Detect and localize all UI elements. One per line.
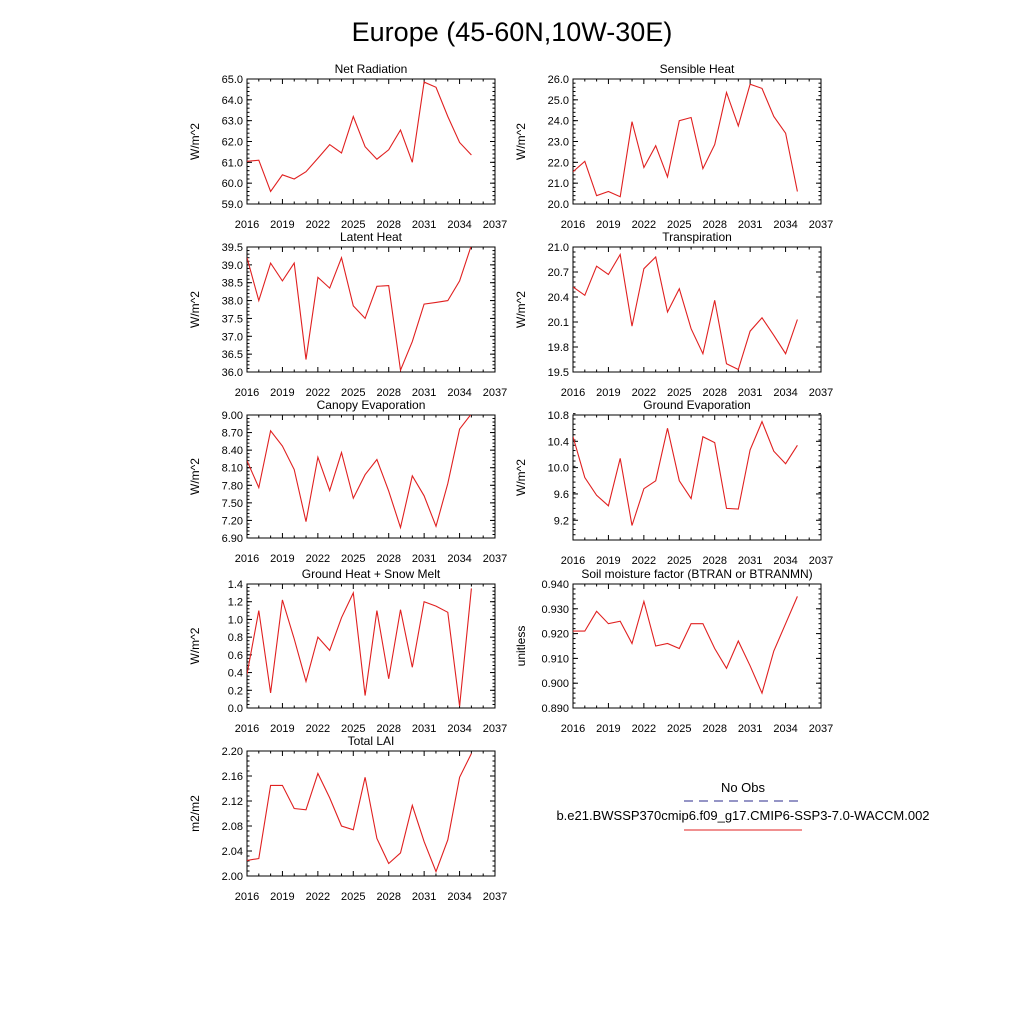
transpiration-title: Transpiration <box>662 230 732 244</box>
transpiration-x-tick-label: 2034 <box>773 387 798 399</box>
ground-evaporation-y-axis-label: W/m^2 <box>514 459 528 496</box>
canopy-evaporation-x-tick-label: 2037 <box>482 553 508 565</box>
ground-heat-snow-melt-x-tick-label: 2025 <box>341 723 366 735</box>
net-radiation-y-tick-label: 63.0 <box>221 115 243 128</box>
ground-evaporation-x-tick-label: 2031 <box>737 555 763 567</box>
latent-heat-y-tick-label: 39.5 <box>221 242 243 254</box>
net-radiation-y-tick-label: 61.0 <box>221 157 243 170</box>
latent-heat-x-tick-label: 2028 <box>376 387 401 399</box>
total-lai-x-tick-label: 2016 <box>234 891 260 903</box>
canopy-evaporation-x-tick-label: 2016 <box>234 553 260 565</box>
total-lai-y-tick-label: 2.16 <box>221 771 243 783</box>
net-radiation-x-tick-label: 2031 <box>411 219 437 231</box>
latent-heat-y-tick-label: 37.0 <box>221 331 243 344</box>
latent-heat-y-tick-label: 38.0 <box>221 295 243 308</box>
sensible-heat-x-tick-label: 2016 <box>560 219 586 231</box>
canopy-evaporation-x-tick-label: 2028 <box>376 553 401 565</box>
net-radiation-y-tick-label: 62.0 <box>221 136 243 149</box>
canopy-evaporation-y-tick-label: 9.00 <box>221 410 243 422</box>
soil-moisture-factor-btran-or-btranmn-y-tick-label: 0.900 <box>541 678 569 691</box>
sensible-heat-y-tick-label: 24.0 <box>547 115 569 128</box>
soil-moisture-factor-btran-or-btranmn-x-tick-label: 2019 <box>596 723 621 735</box>
soil-moisture-factor-btran-or-btranmn-y-tick-label: 0.930 <box>541 603 569 616</box>
latent-heat-y-tick-label: 36.0 <box>221 367 243 379</box>
ground-evaporation-x-tick-label: 2016 <box>560 555 586 567</box>
latent-heat-y-axis-label: W/m^2 <box>188 291 202 328</box>
canopy-evaporation-y-tick-label: 7.20 <box>221 515 243 528</box>
canopy-evaporation-x-tick-label: 2022 <box>305 553 331 565</box>
transpiration-x-tick-label: 2031 <box>737 387 763 399</box>
total-lai-y-tick-label: 2.12 <box>221 796 243 808</box>
net-radiation-x-tick-label: 2028 <box>376 219 401 231</box>
ground-heat-snow-melt-x-tick-label: 2019 <box>270 723 295 735</box>
canopy-evaporation-x-tick-label: 2034 <box>447 553 472 565</box>
latent-heat-y-tick-label: 39.0 <box>221 259 243 272</box>
sensible-heat-y-tick-label: 20.0 <box>547 199 569 211</box>
soil-moisture-factor-btran-or-btranmn-y-tick-label: 0.920 <box>541 628 569 641</box>
ground-evaporation-y-tick-label: 10.0 <box>547 462 569 475</box>
latent-heat-x-tick-label: 2022 <box>305 387 331 399</box>
ground-heat-snow-melt-y-tick-label: 1.0 <box>227 614 243 627</box>
soil-moisture-factor-btran-or-btranmn-y-tick-label: 0.910 <box>541 653 569 666</box>
net-radiation-y-tick-label: 64.0 <box>221 94 243 107</box>
ground-evaporation-x-tick-label: 2019 <box>596 555 621 567</box>
sensible-heat-x-tick-label: 2019 <box>596 219 621 231</box>
sensible-heat-y-axis-label: W/m^2 <box>514 123 528 160</box>
canopy-evaporation-y-tick-label: 6.90 <box>221 533 243 545</box>
soil-moisture-factor-btran-or-btranmn-x-tick-label: 2037 <box>808 723 834 735</box>
ground-evaporation-y-tick-label: 9.6 <box>553 488 569 501</box>
soil-moisture-factor-btran-or-btranmn-x-tick-label: 2031 <box>737 723 763 735</box>
transpiration-x-tick-label: 2037 <box>808 387 834 399</box>
transpiration-x-tick-label: 2028 <box>702 387 727 399</box>
soil-moisture-factor-btran-or-btranmn-y-tick-label: 0.890 <box>541 703 569 715</box>
latent-heat-y-tick-label: 38.5 <box>221 277 243 290</box>
ground-evaporation-x-tick-label: 2037 <box>808 555 834 567</box>
soil-moisture-factor-btran-or-btranmn-x-tick-label: 2025 <box>667 723 692 735</box>
transpiration-x-tick-label: 2016 <box>560 387 586 399</box>
ground-evaporation-x-tick-label: 2025 <box>667 555 692 567</box>
net-radiation-x-tick-label: 2019 <box>270 219 295 231</box>
total-lai-y-tick-label: 2.20 <box>221 746 243 758</box>
sensible-heat-y-tick-label: 23.0 <box>547 136 569 149</box>
sensible-heat-y-tick-label: 21.0 <box>547 178 569 191</box>
total-lai-y-tick-label: 2.08 <box>221 821 243 833</box>
ground-evaporation-y-tick-label: 10.8 <box>547 410 569 422</box>
canopy-evaporation-y-tick-label: 8.40 <box>221 445 243 458</box>
net-radiation-title: Net Radiation <box>334 62 408 76</box>
figure-title: Europe (45-60N,10W-30E) <box>351 17 673 47</box>
total-lai-x-tick-label: 2019 <box>270 891 295 903</box>
sensible-heat-x-tick-label: 2034 <box>773 219 798 231</box>
ground-heat-snow-melt-title: Ground Heat + Snow Melt <box>301 567 441 581</box>
sensible-heat-y-tick-label: 25.0 <box>547 94 569 107</box>
net-radiation-y-tick-label: 59.0 <box>221 199 243 211</box>
transpiration-y-tick-label: 21.0 <box>547 242 569 254</box>
canopy-evaporation-title: Canopy Evaporation <box>316 398 426 412</box>
ground-evaporation-x-tick-label: 2034 <box>773 555 798 567</box>
total-lai-x-tick-label: 2031 <box>411 891 437 903</box>
net-radiation-x-tick-label: 2022 <box>305 219 331 231</box>
net-radiation-x-tick-label: 2034 <box>447 219 472 231</box>
ground-evaporation-x-tick-label: 2022 <box>631 555 657 567</box>
ground-heat-snow-melt-x-tick-label: 2037 <box>482 723 508 735</box>
soil-moisture-factor-btran-or-btranmn-x-tick-label: 2034 <box>773 723 798 735</box>
ground-heat-snow-melt-y-tick-label: 1.4 <box>227 579 243 591</box>
transpiration-y-tick-label: 19.8 <box>547 342 569 354</box>
transpiration-x-tick-label: 2019 <box>596 387 621 399</box>
net-radiation-y-tick-label: 60.0 <box>221 178 243 191</box>
ground-heat-snow-melt-y-axis-label: W/m^2 <box>188 627 202 665</box>
ground-heat-snow-melt-y-tick-label: 0.2 <box>227 685 243 698</box>
canopy-evaporation-y-tick-label: 8.70 <box>221 427 243 440</box>
latent-heat-title: Latent Heat <box>339 230 403 244</box>
transpiration-y-tick-label: 20.1 <box>547 317 569 329</box>
soil-moisture-factor-btran-or-btranmn-x-tick-label: 2016 <box>560 723 586 735</box>
transpiration-x-tick-label: 2025 <box>667 387 692 399</box>
latent-heat-x-tick-label: 2034 <box>447 387 472 399</box>
ground-evaporation-y-tick-label: 10.4 <box>547 436 569 449</box>
ground-evaporation-x-tick-label: 2028 <box>702 555 727 567</box>
ground-heat-snow-melt-y-tick-label: 0.8 <box>227 632 243 645</box>
sensible-heat-y-tick-label: 26.0 <box>547 74 569 86</box>
ground-heat-snow-melt-x-tick-label: 2016 <box>234 723 260 735</box>
ground-heat-snow-melt-x-tick-label: 2022 <box>305 723 331 735</box>
ground-heat-snow-melt-x-tick-label: 2034 <box>447 723 472 735</box>
net-radiation-x-tick-label: 2037 <box>482 219 508 231</box>
transpiration-y-axis-label: W/m^2 <box>514 291 528 328</box>
ground-heat-snow-melt-x-tick-label: 2028 <box>376 723 401 735</box>
total-lai-x-tick-label: 2022 <box>305 891 331 903</box>
ground-heat-snow-melt-y-tick-label: 0.0 <box>227 703 243 715</box>
total-lai-y-axis-label: m2/m2 <box>188 795 202 832</box>
transpiration-y-tick-label: 19.5 <box>547 367 569 379</box>
transpiration-y-tick-label: 20.4 <box>547 292 569 304</box>
canopy-evaporation-x-tick-label: 2019 <box>270 553 295 565</box>
sensible-heat-x-tick-label: 2031 <box>737 219 763 231</box>
sensible-heat-x-tick-label: 2028 <box>702 219 727 231</box>
ground-evaporation-y-tick-label: 9.2 <box>553 515 569 528</box>
soil-moisture-factor-btran-or-btranmn-y-tick-label: 0.940 <box>541 579 569 591</box>
latent-heat-y-tick-label: 36.5 <box>221 349 243 362</box>
sensible-heat-x-tick-label: 2022 <box>631 219 657 231</box>
ground-heat-snow-melt-y-tick-label: 0.6 <box>227 649 243 662</box>
legend-label-model-run: b.e21.BWSSP370cmip6.f09_g17.CMIP6-SSP3-7.0-WACCM.002 <box>556 808 930 823</box>
canopy-evaporation-y-axis-label: W/m^2 <box>188 458 202 495</box>
sensible-heat-y-tick-label: 22.0 <box>547 157 569 170</box>
sensible-heat-x-tick-label: 2037 <box>808 219 834 231</box>
soil-moisture-factor-btran-or-btranmn-x-tick-label: 2028 <box>702 723 727 735</box>
soil-moisture-factor-btran-or-btranmn-title: Soil moisture factor (BTRAN or BTRANMN) <box>581 567 813 581</box>
canopy-evaporation-x-tick-label: 2025 <box>341 553 366 565</box>
soil-moisture-factor-btran-or-btranmn-x-tick-label: 2022 <box>631 723 657 735</box>
canopy-evaporation-y-tick-label: 7.80 <box>221 480 243 493</box>
transpiration-y-tick-label: 20.7 <box>547 267 569 279</box>
latent-heat-x-tick-label: 2037 <box>482 387 508 399</box>
canopy-evaporation-x-tick-label: 2031 <box>411 553 437 565</box>
total-lai-x-tick-label: 2025 <box>341 891 366 903</box>
canopy-evaporation-y-tick-label: 8.10 <box>221 462 243 475</box>
latent-heat-x-tick-label: 2016 <box>234 387 260 399</box>
canopy-evaporation-y-tick-label: 7.50 <box>221 497 243 510</box>
net-radiation-x-tick-label: 2025 <box>341 219 366 231</box>
soil-moisture-factor-btran-or-btranmn-y-axis-label: unitless <box>514 625 528 667</box>
net-radiation-y-axis-label: W/m^2 <box>188 123 202 160</box>
transpiration-x-tick-label: 2022 <box>631 387 657 399</box>
total-lai-y-tick-label: 2.00 <box>221 871 243 883</box>
latent-heat-x-tick-label: 2025 <box>341 387 366 399</box>
total-lai-x-tick-label: 2037 <box>482 891 508 903</box>
net-radiation-y-tick-label: 65.0 <box>221 74 243 86</box>
latent-heat-y-tick-label: 37.5 <box>221 313 243 326</box>
total-lai-y-tick-label: 2.04 <box>221 846 243 858</box>
sensible-heat-x-tick-label: 2025 <box>667 219 692 231</box>
ground-heat-snow-melt-x-tick-label: 2031 <box>411 723 437 735</box>
latent-heat-x-tick-label: 2031 <box>411 387 437 399</box>
legend-label-no-obs: No Obs <box>720 780 766 795</box>
ground-heat-snow-melt-y-tick-label: 1.2 <box>227 596 243 609</box>
sensible-heat-title: Sensible Heat <box>659 62 735 76</box>
total-lai-x-tick-label: 2034 <box>447 891 472 903</box>
total-lai-x-tick-label: 2028 <box>376 891 401 903</box>
ground-heat-snow-melt-y-tick-label: 0.4 <box>227 667 243 680</box>
total-lai-title: Total LAI <box>347 734 395 748</box>
ground-evaporation-title: Ground Evaporation <box>643 398 751 412</box>
net-radiation-x-tick-label: 2016 <box>234 219 260 231</box>
latent-heat-x-tick-label: 2019 <box>270 387 295 399</box>
